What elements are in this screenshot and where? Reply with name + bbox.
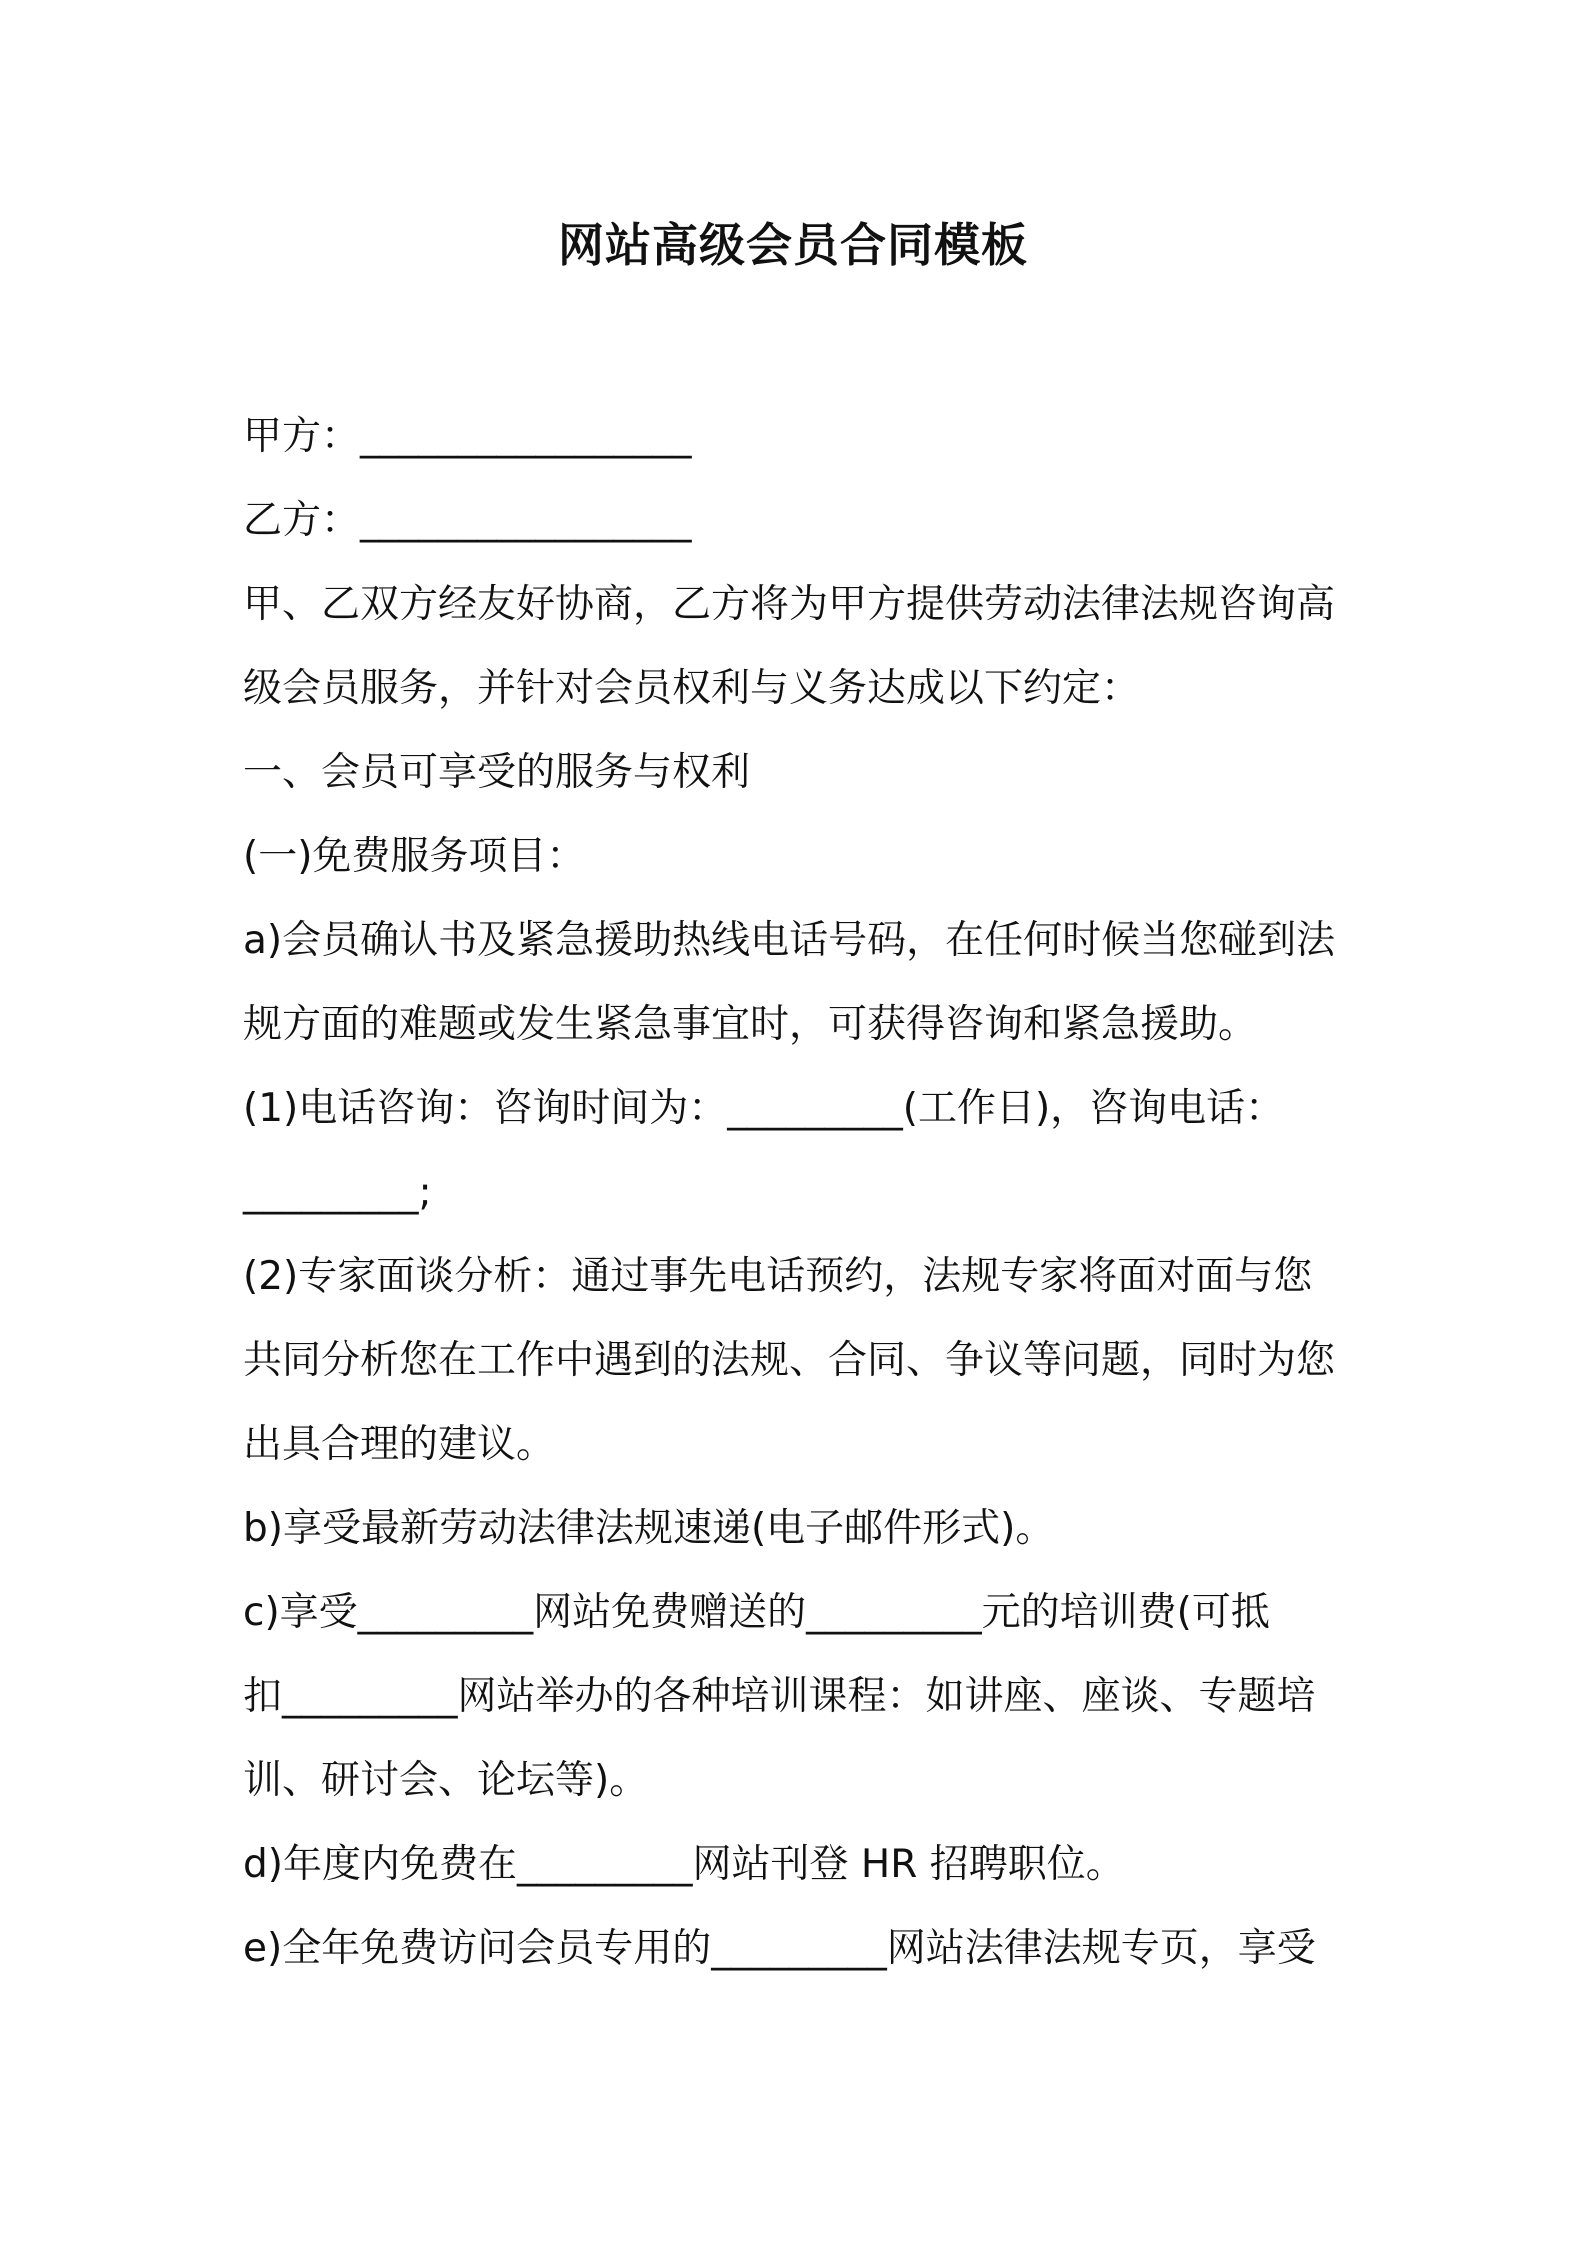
- intro-line-2: 级会员服务，并针对会员权利与义务达成以下约定：: [243, 666, 1141, 711]
- clause-a2-line-3: 出具合理的建议。: [243, 1422, 556, 1467]
- clause-b-line: b)享受最新劳动法律法规速递(电子邮件形式)。: [243, 1506, 1055, 1551]
- clause-c-line-1: c)享受_________网站免费赠送的_________元的培训费(可抵: [243, 1590, 1270, 1635]
- party-a-line: 甲方：_________________: [243, 414, 692, 459]
- section-heading-1: 一、会员可享受的服务与权利: [243, 750, 751, 795]
- document-body: [243, 395, 1358, 1991]
- subsection-heading-1: (一)免费服务项目：: [243, 834, 586, 879]
- intro-line-1: 甲、乙双方经友好协商，乙方将为甲方提供劳动法律法规咨询高: [243, 582, 1336, 627]
- party-b-line: 乙方：_________________: [243, 498, 692, 543]
- clause-a1-line-2: _________;: [243, 1170, 432, 1215]
- clause-a-line-2: 规方面的难题或发生紧急事宜时，可获得咨询和紧急援助。: [243, 1002, 1258, 1047]
- clause-c-line-2: 扣_________网站举办的各种培训课程：如讲座、座谈、专题培: [243, 1674, 1316, 1719]
- clause-a-line-1: a)会员确认书及紧急援助热线电话号码，在任何时候当您碰到法: [243, 918, 1336, 963]
- clause-c-line-3: 训、研讨会、论坛等)。: [243, 1758, 649, 1803]
- clause-e-line-1: e)全年免费访问会员专用的_________网站法律法规专页，享受: [243, 1926, 1316, 1971]
- clause-a2-line-1: (2)专家面谈分析：通过事先电话预约，法规专家将面对面与您: [243, 1254, 1313, 1299]
- clause-a2-line-2: 共同分析您在工作中遇到的法规、合同、争议等问题，同时为您: [243, 1338, 1336, 1383]
- clause-d-line: d)年度内免费在_________网站刊登 HR 招聘职位。: [243, 1842, 1125, 1887]
- clause-a1-line-1: (1)电话咨询：咨询时间为：_________(工作日)，咨询电话：: [243, 1086, 1285, 1131]
- document-title: 网站高级会员合同模板: [558, 218, 1028, 272]
